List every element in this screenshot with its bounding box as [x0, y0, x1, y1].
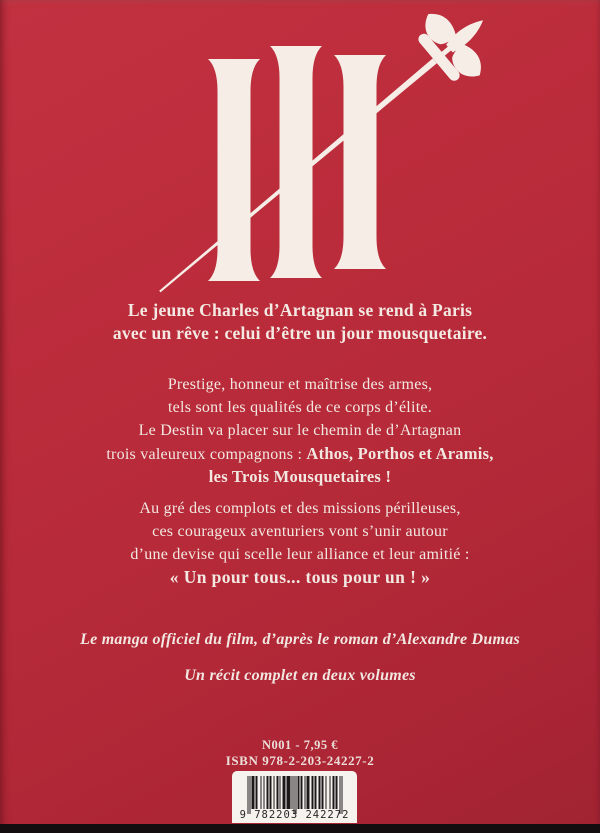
barcode	[232, 771, 357, 823]
synopsis-paragraph-2	[0, 497, 600, 589]
synopsis1-line-5: les Trois Mousquetaires !	[208, 467, 392, 486]
isbn-number: ISBN 978-2-203-24227-2	[225, 753, 375, 768]
official-manga-line: Le manga officiel du film, d’après le roman d’Alexandre Dumas	[80, 631, 520, 648]
numeral-bar-3	[334, 55, 386, 269]
synopsis2-line-2: ces courageux aventuriers vont s’unir autour	[152, 523, 448, 540]
edition-price: N001 - 7,95 €	[262, 738, 338, 752]
barcode-digits: 9 782203 242272	[239, 809, 350, 821]
volumes-line: Un récit complet en deux volumes	[184, 667, 416, 684]
motto-line: « Un pour tous... tous pour un ! »	[169, 567, 431, 587]
musketeers-names: Athos, Porthos et Aramis,	[306, 444, 494, 463]
synopsis1-line-1: Prestige, honneur et maîtrise des armes,	[167, 376, 433, 393]
intro-tagline	[0, 299, 600, 345]
synopsis1-line-3: Le Destin va placer sur le chemin de d’Artagnan	[138, 422, 462, 439]
sword-fleur-de-lis-icon	[134, 0, 509, 312]
intro-line-2: avec un rêve : celui d’être un jour mousquetaire.	[112, 323, 488, 343]
logo-iii-sword	[0, 0, 600, 312]
synopsis2-line-3: d’une devise qui scelle leur alliance et leur amitié :	[130, 546, 470, 563]
synopsis1-line-2: tels sont les qualités de ce corps d’élite.	[167, 399, 432, 416]
numeral-bar-1	[208, 59, 260, 281]
synopsis-paragraph-1	[0, 373, 600, 488]
synopsis2-line-1: Au gré des complots et des missions périlleuses,	[139, 500, 461, 517]
synopsis1-line-4-regular: trois valeureux compagnons :	[106, 446, 307, 463]
synopsis1-line-4	[0, 442, 600, 465]
photo-bottom-edge	[0, 824, 600, 833]
intro-line-1: Le jeune Charles d’Artagnan se rend à Paris	[127, 300, 473, 320]
